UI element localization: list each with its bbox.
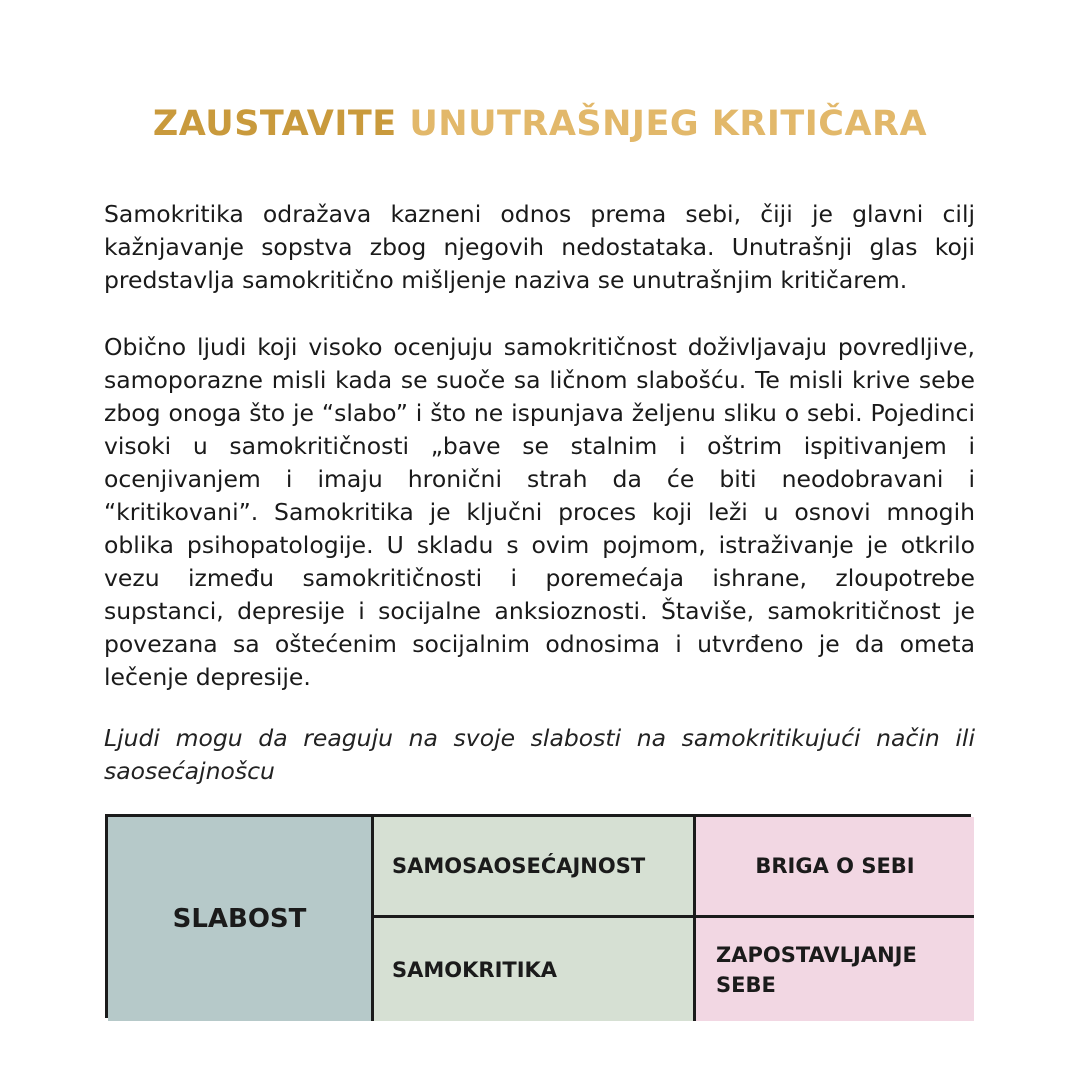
title-part-2: UNUTRAŠNJEG KRITIČARA [409, 104, 928, 144]
title-part-1: ZAUSTAVITE [152, 104, 410, 144]
table-cell-self-neglect: ZAPOSTAVLJANJE SEBE [696, 918, 974, 1021]
response-table [105, 814, 971, 1018]
table-cell-self-compassion: SAMOSAOSEĆAJNOST [374, 817, 696, 918]
table-cell-self-criticism: SAMOKRITIKA [374, 918, 696, 1021]
paragraph-intro: Samokritika odražava kazneni odnos prema sebi, čiji je glavni cilj kažnjavanje sopstva zbog njegovih nedostataka. Unutrašnji glas koji predstavlja samokritično mišljenje naziva se unutrašnjim kritičarem. [104, 200, 975, 294]
paragraph-italic-note: Ljudi mogu da reaguju na svoje slabosti na samokritikujući način ili saosećajnošcu [104, 724, 975, 785]
table-cell-weakness: SLABOST [108, 817, 374, 1021]
table-cell-self-care: BRIGA O SEBI [696, 817, 974, 918]
page-title [0, 104, 1080, 144]
paragraph-body: Obično ljudi koji visoko ocenjuju samokritičnost doživljavaju povredljive, samoporazne misli kada se suoče sa ličnom slabošću. Te misli krive sebe zbog onoga što je “slabo” i što ne ispunjava željenu sliku o sebi. Pojedinci visoki u samokritičnosti „bave se stalnim i oštrim ispitivanjem i ocenjivanjem i imaju hronični strah da će biti neodobravani i “kritikovani”. Samokritika je ključni proces koji leži u osnovi mnogih oblika psihopatologije. U skladu s ovim pojmom, istraživanje je otkrilo vezu između samokritičnosti i poremećaja ishrane, zloupotrebe supstanci, depresije i socijalne anksioznosti. Štaviše, samokritičnost je povezana sa oštećenim socijalnim odnosima i utvrđeno je da ometa lečenje depresije. [104, 333, 975, 691]
